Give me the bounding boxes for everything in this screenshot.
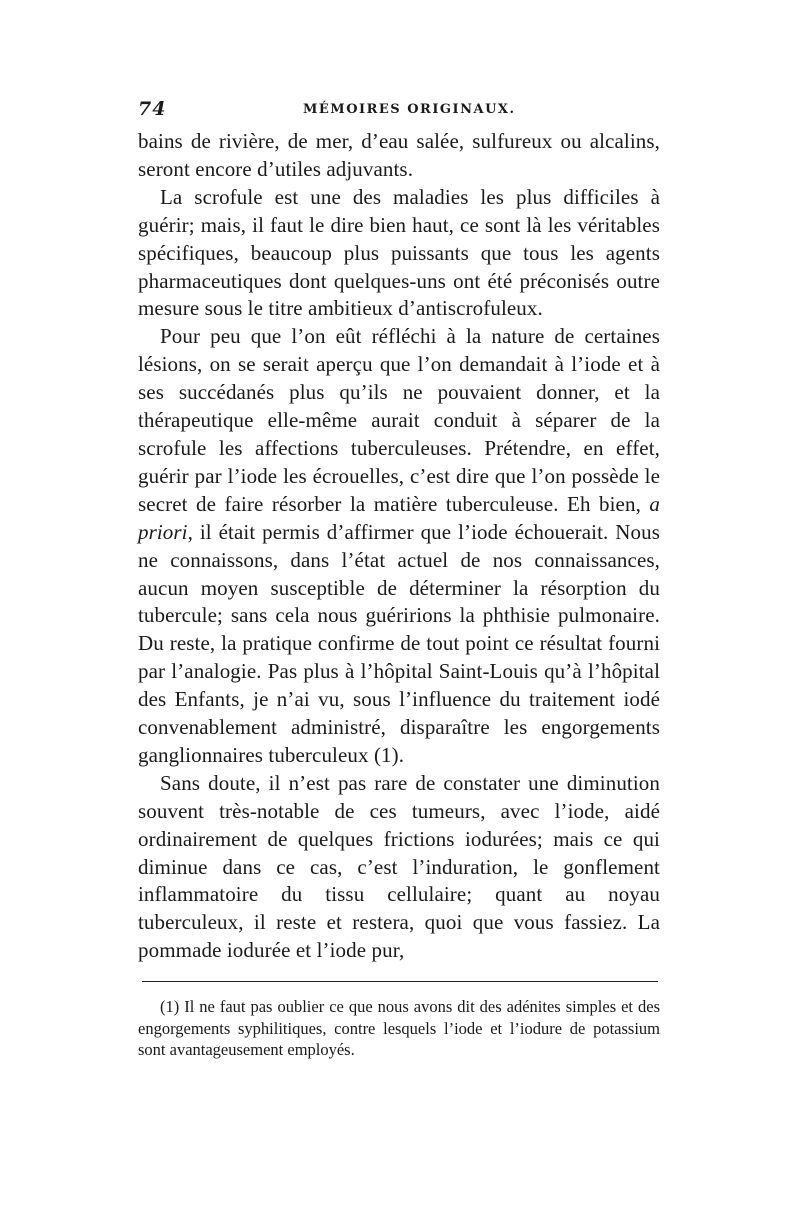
paragraph-3-part-1: Pour peu que l’on eût réfléchi à la nature de certaines lésions, on se serait aperçu que l’on demandait à l’iode et à ses succédanés plus qu’ils ne pouvaient donner, et la thérapeutique elle-même aurait conduit à séparer de la scrofule les affections tuberculeuses. Prétendre, en effet, guérir par l’iode les écrouelles, c’est dire que l’on possède le secret de faire résorber la matière tuberculeuse. Eh bien, — [138, 324, 660, 516]
book-page — [138, 98, 660, 1077]
footnote-rule — [142, 981, 658, 982]
body-text — [138, 128, 660, 965]
page-number: 74 — [138, 98, 167, 120]
footnote: (1) Il ne faut pas oublier ce que nous avons dit des adénites simples et des engorgements syphilitiques, contre lesquels l’iode et l’iodure de potassium sont avantageusement employés. — [138, 997, 660, 1060]
paragraph-4: Sans doute, il n’est pas rare de constater une diminution souvent très-notable de ces tumeurs, avec l’iode, aidé ordinairement de quelques frictions iodurées; mais ce qui diminue dans ce cas, c’est l’induration, le gonflement inflammatoire du tissu cellulaire; quant au noyau tuberculeux, il reste et restera, quoi que vous fassiez. La pommade iodurée et l’iode pur, — [138, 770, 660, 963]
paragraph-3-part-2: , il était permis d’affirmer que l’iode échouerait. Nous ne connaissons, dans l’état actuel de nos connaissances, aucun moyen susceptible de déterminer la résorption du tubercule; sans cela nous guéririons la phthisie pulmonaire. Du reste, la pratique confirme de tout point ce résultat fourni par l’analogie. Pas plus à l’hôpital Saint-Louis qu’à l’hôpital des Enfants, je n’ai vu, sous l’influence du traitement iodé convenablement administré, disparaître les engorgements ganglionnaires tuberculeux (1). — [138, 519, 660, 767]
paragraph-2: La scrofule est une des maladies les plus difficiles à guérir; mais, il faut le dire bien haut, ce sont là les véritables spécifiques, beaucoup plus puissants que tous les agents pharmaceutiques dont quelques-uns ont été préconisés outre mesure sous le titre ambitieux d’antiscrofuleux. — [138, 184, 660, 321]
paragraph-1: bains de rivière, de mer, d’eau salée, sulfureux ou alcalins, seront encore d’utiles adjuvants. — [138, 129, 660, 181]
page-header — [138, 98, 660, 120]
italic-a-priori: a priori — [138, 491, 660, 544]
paragraph-3 — [138, 323, 660, 770]
running-title: MÉMOIRES ORIGINAUX. — [303, 102, 516, 117]
